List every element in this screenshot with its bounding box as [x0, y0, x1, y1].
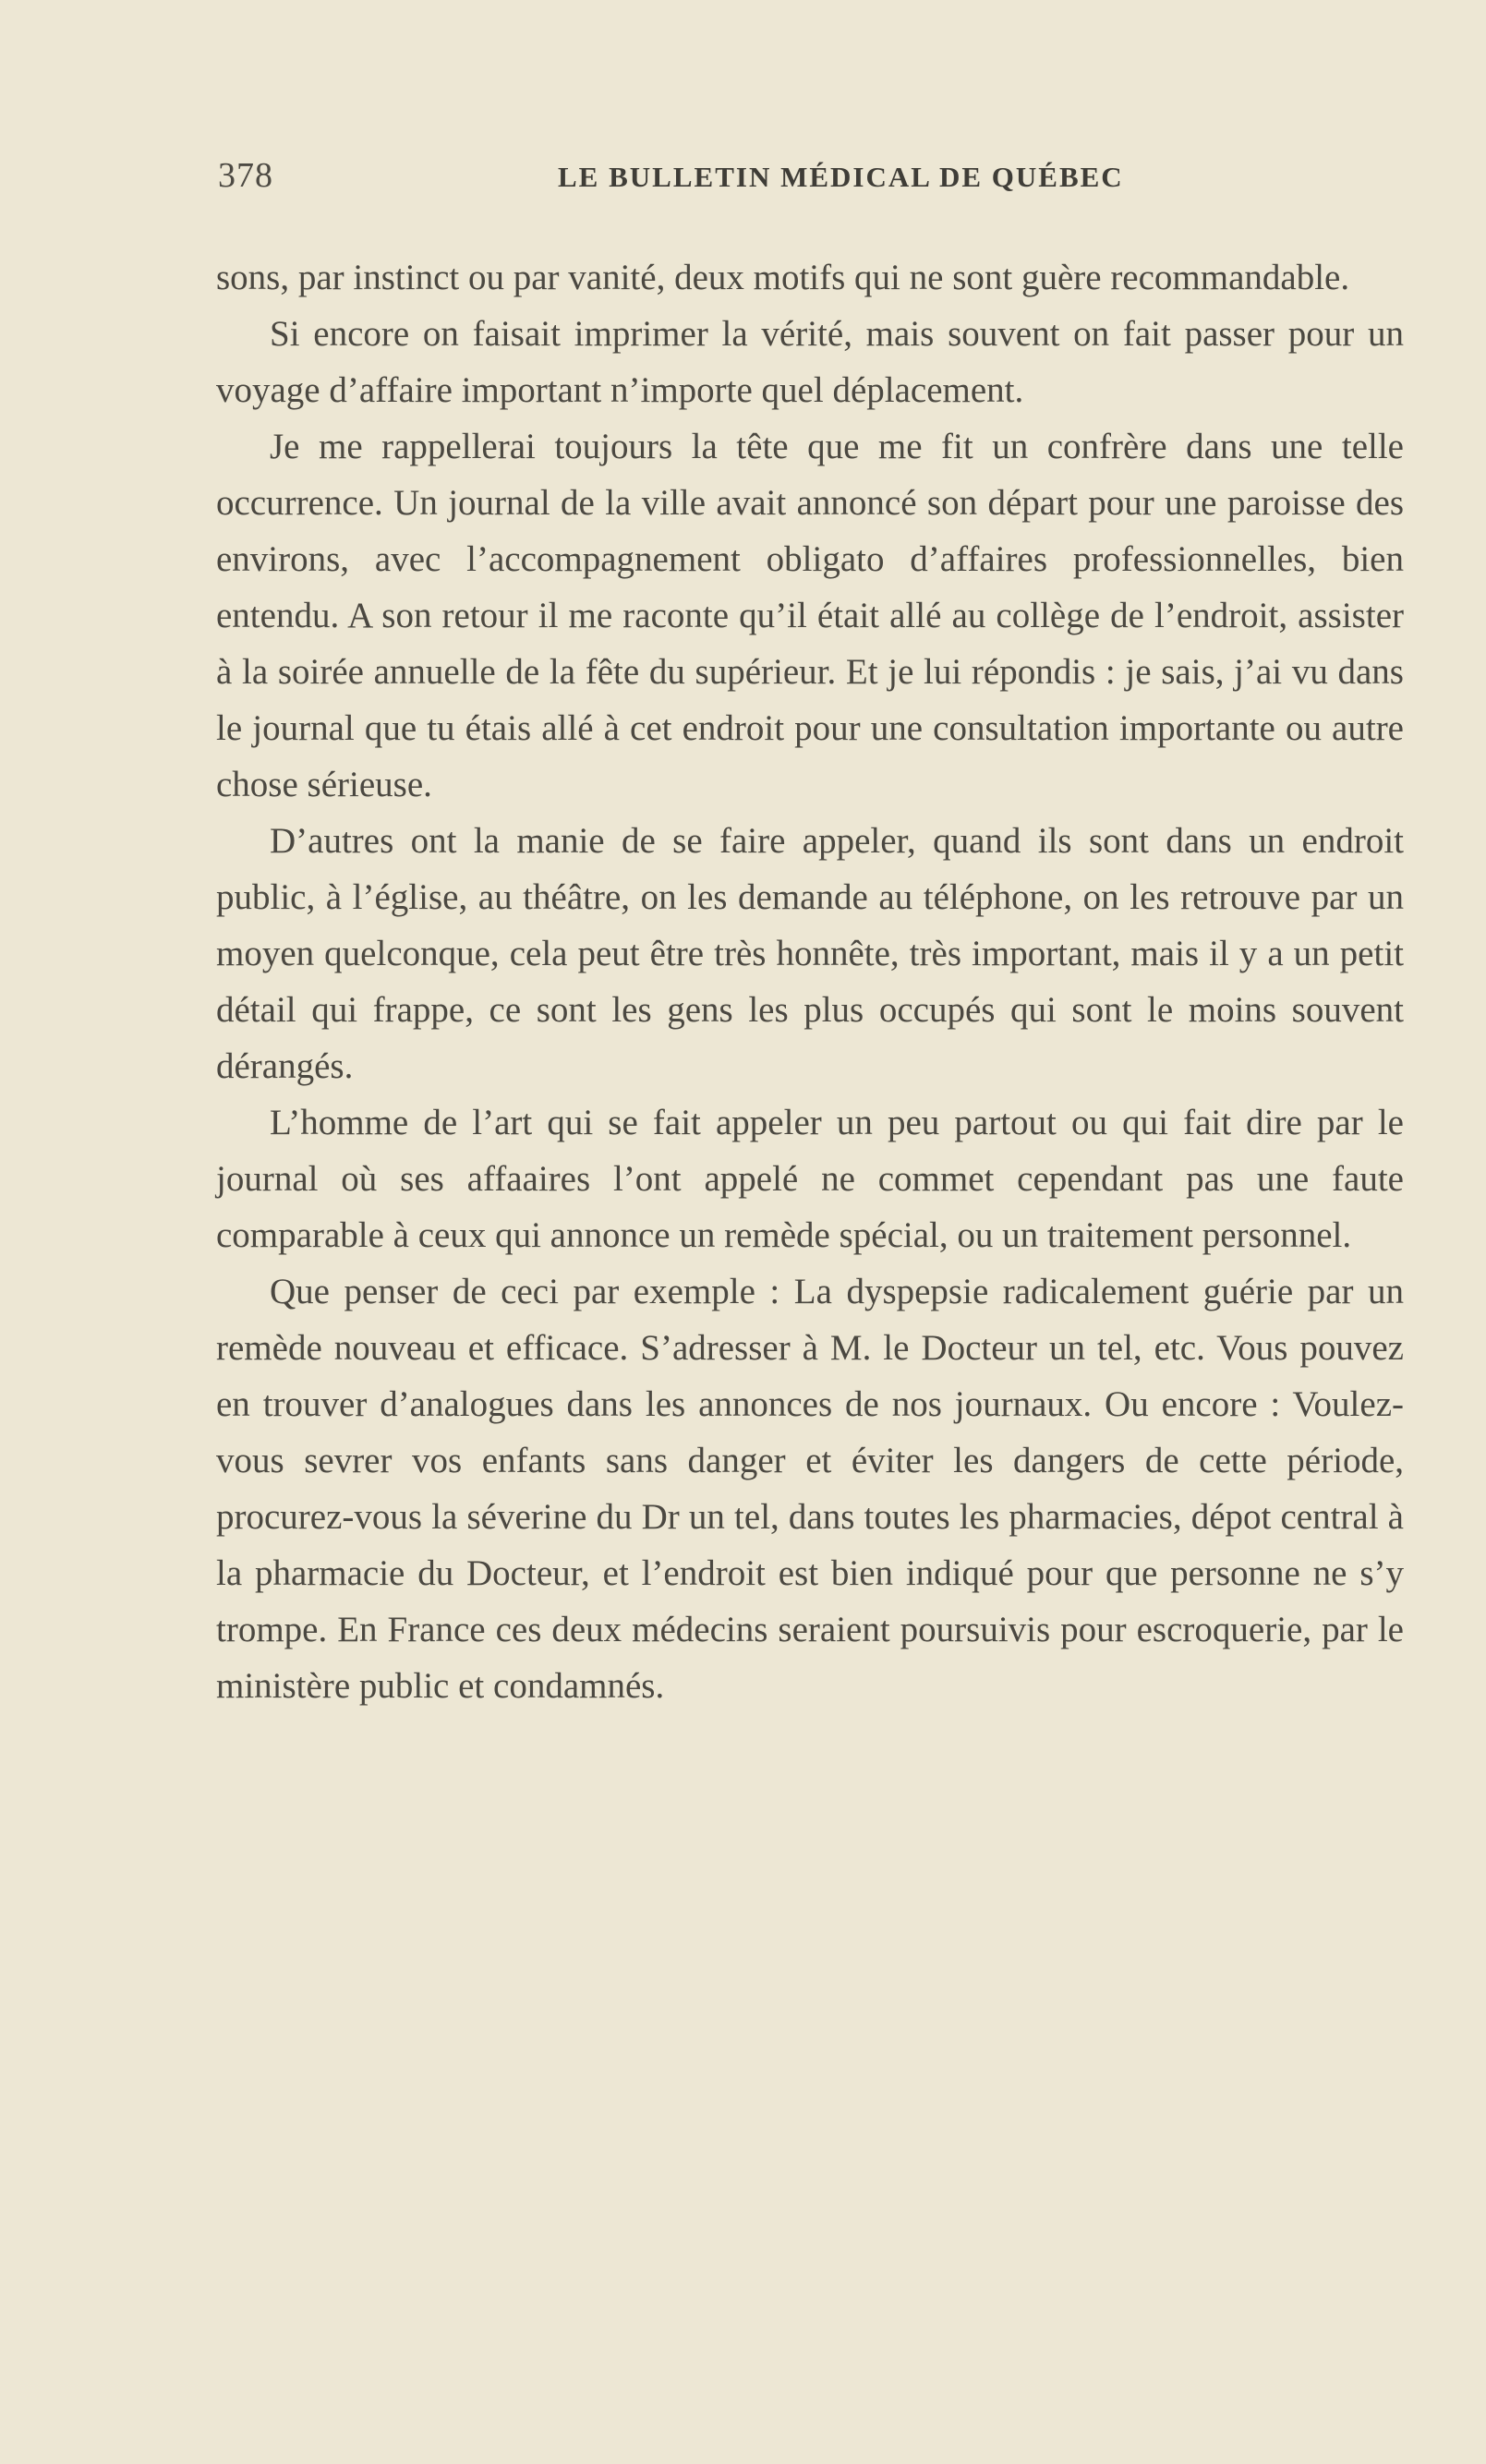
running-title: LE BULLETIN MÉDICAL DE QUÉBEC [558, 161, 1124, 193]
paragraph-4: D’autres ont la manie de se faire appeler, quand ils sont dans un endroit public, à l’église, au théâtre, on les demande au téléphone, on les retrouve par un moyen quelconque, cela peut être très honnête, très important, mais il y a un petit détail qui frappe, ce sont les gens les plus occupés qui sont le moins souvent dérangés. [216, 821, 1404, 1086]
page-number: 378 [218, 156, 273, 195]
paragraph-6: Que penser de ceci par exemple : La dyspepsie radicalement guérie par un remède nouveau et efficace. S’adresser à M. le Docteur un tel, etc. Vous pouvez en trouver d’analogues dans les annonces de nos journaux. Ou encore : Voulez-vous sevrer vos enfants sans danger et éviter les dangers de cette période, procurez-vous la séverine du Dr un tel, dans toutes les pharmacies, dépot central à la pharmacie du Docteur, et l’endroit est bien indiqué pour que personne ne s’y trompe. En France ces deux médecins seraient poursuivis pour escroquerie, par le ministère public et condamnés. [216, 1272, 1404, 1706]
paragraph-1: sons, par instinct ou par vanité, deux motifs qui ne sont guère recommandable. [216, 258, 1350, 297]
paragraph-3: Je me rappellerai toujours la tête que me fit un confrère dans une telle occurrence. Un journal de la ville avait annoncé son départ pour une paroisse des environs, avec l’accompagnement obligato d’affaires professionnelles, bien entendu. A son retour il me raconte qu’il était allé au collège de l’endroit, assister à la soirée annuelle de la fête du supérieur. Et je lui répondis : je sais, j’ai vu dans le journal que tu étais allé à cet endroit pour une consultation importante ou autre chose sérieuse. [216, 427, 1404, 804]
body-text [216, 249, 1404, 1714]
paragraph-5: L’homme de l’art qui se fait appeler un peu partout ou qui fait dire par le journal où ses affaaires l’ont appelé ne commet cependant pas une faute comparable à ceux qui annonce un remède spécial, ou un traitement personnel. [216, 1103, 1404, 1255]
paragraph-2: Si encore on faisait imprimer la vérité, mais souvent on fait passer pour un voyage d’affaire important n’importe quel déplacement. [216, 314, 1404, 410]
page-header [218, 155, 1404, 201]
